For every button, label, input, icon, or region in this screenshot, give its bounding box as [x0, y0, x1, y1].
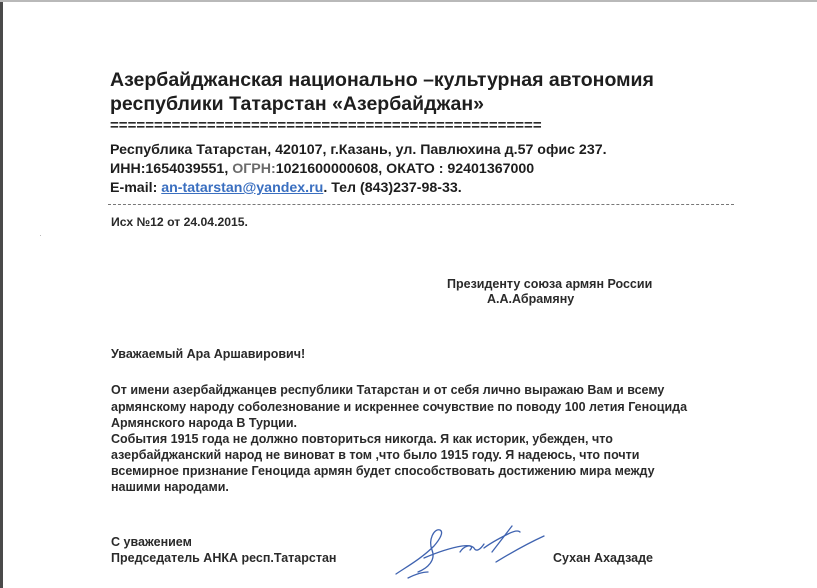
handwritten-signature — [388, 522, 548, 584]
organization-title — [110, 68, 654, 116]
email-link[interactable]: an-tatarstan@yandex.ru — [161, 180, 324, 196]
body-line: Армянского народа В Турции. — [111, 416, 297, 430]
body-line: армянскому народу соболезнование и искреннее сочувствие по поводу 100 летия Геноцида — [111, 400, 688, 414]
inn-number: ИНН:1654039551, — [110, 161, 233, 177]
dashed-divider — [108, 204, 734, 205]
letterhead-separator: ================================================= — [110, 117, 542, 134]
addressee-name: А.А.Абрамяну — [487, 292, 575, 306]
body-line: нашими народами. — [111, 480, 229, 494]
registration-numbers — [110, 161, 534, 177]
addressee-title: Президенту союза армян России — [447, 277, 653, 291]
body-line: всемирное признание Геноцида армян будет способствовать достижению мира между — [111, 464, 655, 478]
body-line: События 1915 года не должно повториться никогда. Я как историк, убежден, что — [111, 432, 613, 446]
closing-regards: С уважением — [111, 535, 192, 549]
email-label: E-mail: — [110, 180, 162, 196]
signer-name: Сухан Ахадзаде — [553, 551, 653, 565]
greeting: Уважаемый Ара Аршавирович! — [111, 347, 306, 361]
ogrn-okato-numbers: 1021600000608, ОКАТО : 92401367000 — [275, 161, 535, 177]
phone-number: . Тел (843)237-98-33. — [323, 180, 462, 196]
body-line: азербайджанский народ не виноват в том ,что было 1915 году. Я надеюсь, что почти — [111, 448, 640, 462]
body-line: От имени азербайджанцев республики Татарстан и от себя лично выражаю Вам и всему — [111, 383, 665, 397]
scan-speck — [40, 235, 41, 236]
signer-position: Председатель АНКА респ.Татарстан — [111, 551, 337, 565]
organization-title-line-1: Азербайджанская национально –культурная автономия — [110, 69, 654, 91]
organization-title-line-2: республики Татарстан «Азербайджан» — [110, 93, 484, 115]
ogrn-label: ОГРН: — [232, 161, 276, 177]
address-line: Республика Татарстан, 420107, г.Казань, ул. Павлюхина д.57 офис 237. — [110, 142, 607, 158]
signature-stroke — [408, 572, 428, 578]
signature-stroke — [396, 530, 442, 574]
signature-stroke — [492, 526, 512, 552]
outgoing-number: Исх №12 от 24.04.2015. — [111, 215, 248, 229]
contact-line — [110, 180, 462, 196]
signature-stroke — [496, 536, 544, 562]
